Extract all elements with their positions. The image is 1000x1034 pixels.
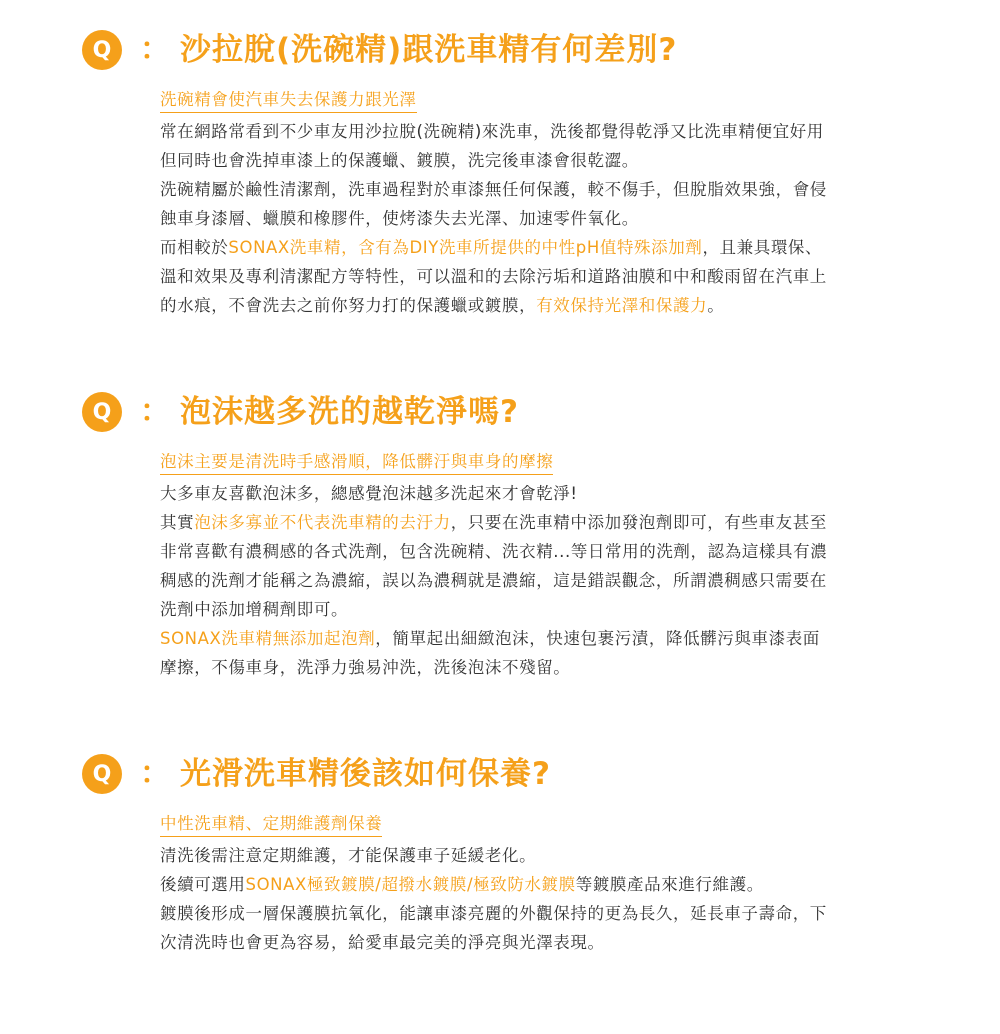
- line-text: ，且兼具環保、: [702, 238, 823, 257]
- question-header: [82, 28, 677, 72]
- line-text: 洗劑中添加增稠劑即可。: [160, 600, 349, 619]
- answer-line: [160, 624, 950, 653]
- highlight-text: SONAX洗車精，含有為DIY洗車所提供的中性pH值特殊添加劑: [228, 238, 703, 257]
- answer-body: [160, 812, 950, 957]
- question-header: [82, 752, 551, 796]
- line-text: 常在網路常看到不少車友用沙拉脫(洗碗精)來洗車，洗後都覺得乾淨又比洗車精便宜好用: [160, 122, 824, 141]
- line-text: 非常喜歡有濃稠感的各式洗劑，包含洗碗精、洗衣精...等日常用的洗劑，認為這樣具有濃: [160, 542, 828, 561]
- answer-line: [160, 291, 950, 320]
- answer-line: [160, 870, 950, 899]
- answer-line: [160, 653, 950, 682]
- question-title: 沙拉脫(洗碗精)跟洗車精有何差別?: [180, 32, 678, 68]
- answer-line: [160, 899, 950, 928]
- line-text: 而相較於: [160, 238, 229, 257]
- answer-line: [160, 508, 950, 537]
- line-text: 等鍍膜產品來進行維護。: [575, 875, 764, 894]
- line-text: ，簡單起出細緻泡沫，快速包裹污漬，降低髒污與車漆表面: [375, 629, 820, 648]
- answer-body: [160, 450, 950, 682]
- highlight-text: 有效保持光澤和保護力: [536, 296, 708, 315]
- answer-line: [160, 175, 950, 204]
- question-colon: ：: [140, 394, 170, 429]
- answer-line: [160, 117, 950, 146]
- line-text: 其實: [160, 513, 195, 532]
- answer-line: [160, 595, 950, 624]
- line-text: 洗碗精屬於鹼性清潔劑，洗車過程對於車漆無任何保護，較不傷手，但脫脂效果強，會侵: [160, 180, 827, 199]
- line-text: ，只要在洗車精中添加發泡劑即可，有些車友甚至: [450, 513, 827, 532]
- line-text: 鍍膜後形成一層保護膜抗氧化，能讓車漆亮麗的外觀保持的更為長久，延長車子壽命，下: [160, 904, 827, 923]
- answer-line: [160, 146, 950, 175]
- answer-line: [160, 233, 950, 262]
- line-text: 的水痕，不會洗去之前你努力打的保護蠟或鍍膜，: [160, 296, 537, 315]
- question-badge-icon: Q: [82, 754, 122, 794]
- question-badge-icon: Q: [82, 392, 122, 432]
- highlight-text: 泡沫多寡並不代表洗車精的去汙力: [194, 513, 451, 532]
- question-colon: ：: [140, 32, 170, 67]
- answer-line: [160, 479, 950, 508]
- line-text: 後續可選用: [160, 875, 246, 894]
- question-header: [82, 390, 519, 434]
- question-title: 泡沫越多洗的越乾淨嗎?: [180, 394, 519, 430]
- answer-subtitle: 洗碗精會使汽車失去保護力跟光澤: [160, 88, 417, 113]
- highlight-text: SONAX洗車精無添加起泡劑: [160, 629, 376, 648]
- line-text: 但同時也會洗掉車漆上的保護蠟、鍍膜，洗完後車漆會很乾澀。: [160, 151, 639, 170]
- answer-line: [160, 204, 950, 233]
- answer-line: [160, 566, 950, 595]
- answer-subtitle: 泡沫主要是清洗時手感滑順，降低髒汙與車身的摩擦: [160, 450, 553, 475]
- line-text: 蝕車身漆層、蠟膜和橡膠件，使烤漆失去光澤、加速零件氧化。: [160, 209, 639, 228]
- answer-line: [160, 841, 950, 870]
- line-text: 。: [707, 296, 725, 315]
- answer-subtitle: 中性洗車精、定期維護劑保養: [160, 812, 382, 837]
- question-title: 光滑洗車精後該如何保養?: [180, 756, 551, 792]
- line-text: 溫和效果及專利清潔配方等特性，可以溫和的去除污垢和道路油膜和中和酸雨留在汽車上: [160, 267, 827, 286]
- answer-line: [160, 928, 950, 957]
- line-text: 大多車友喜歡泡沫多，總感覺泡沫越多洗起來才會乾淨!: [160, 484, 578, 503]
- highlight-text: SONAX極致鍍膜/超撥水鍍膜/極致防水鍍膜: [245, 875, 576, 894]
- answer-body: [160, 88, 950, 320]
- question-colon: ：: [140, 756, 170, 791]
- line-text: 摩擦，不傷車身，洗淨力強易沖洗，洗後泡沫不殘留。: [160, 658, 571, 677]
- line-text: 清洗後需注意定期維護，才能保護車子延緩老化。: [160, 846, 537, 865]
- question-badge-icon: Q: [82, 30, 122, 70]
- line-text: 次清洗時也會更為容易，給愛車最完美的淨亮與光澤表現。: [160, 933, 605, 952]
- answer-line: [160, 537, 950, 566]
- line-text: 稠感的洗劑才能稱之為濃縮，誤以為濃稠就是濃縮，這是錯誤觀念，所謂濃稠感只需要在: [160, 571, 827, 590]
- answer-line: [160, 262, 950, 291]
